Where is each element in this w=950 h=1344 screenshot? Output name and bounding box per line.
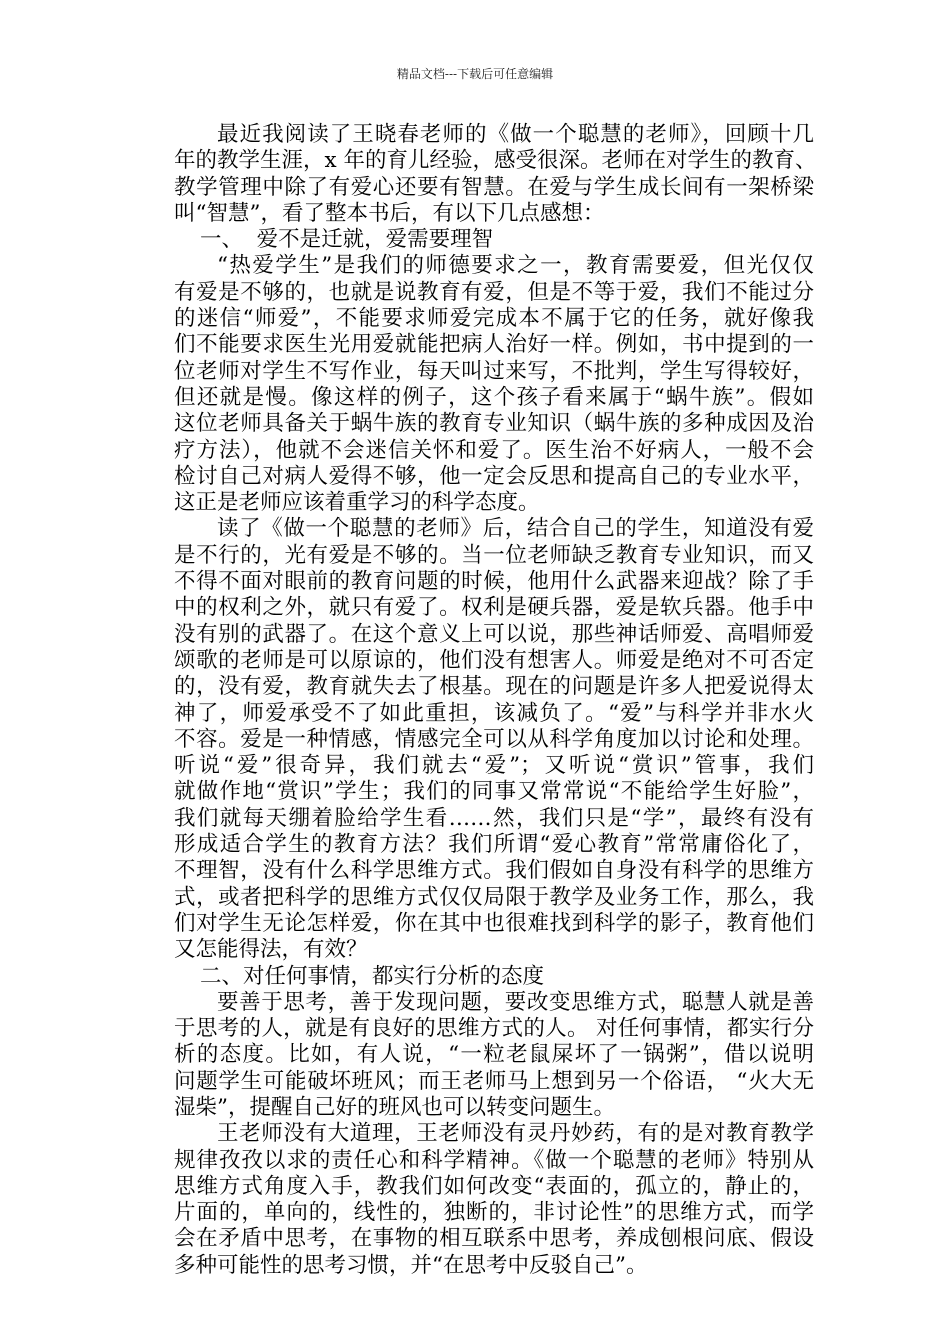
text-line: 的迷信“师爱”，不能要求师爱完成本不属于它的任务，就好像我	[174, 306, 814, 332]
text-line: 有爱是不够的，也就是说教育有爱，但是不等于爱，我们不能过分	[174, 279, 814, 305]
text-line: 我们就每天绷着脸给学生看……然，我们只是“学”，最终有没有	[174, 805, 814, 831]
section-heading	[174, 964, 814, 990]
text-line: 教学管理中除了有爱心还要有智慧。在爱与学生成长间有一架桥梁	[174, 174, 814, 200]
text-line: 不容。爱是一种情感，情感完全可以从科学角度加以讨论和处理。	[174, 726, 814, 752]
paragraph	[174, 1121, 814, 1279]
text-line: 就做作地“赏识”学生；我们的同事又常常说“不能给学生好脸”，	[174, 779, 814, 805]
text-line: 读了《做一个聪慧的老师》后，结合自己的学生，知道没有爱	[217, 516, 814, 542]
heading-text: 一、 爱不是迁就，爱需要理智	[200, 227, 494, 253]
text-line: 王老师没有大道理，王老师没有灵丹妙药，有的是对教育教学	[217, 1121, 814, 1147]
text-line: 没有别的武器了。在这个意义上可以说，那些神话师爱、高唱师爱	[174, 621, 814, 647]
text-line: 多种可能性的思考习惯，并“在思考中反驳自己”。	[174, 1252, 648, 1278]
text-line: 中的权利之外，就只有爱了。权利是硬兵器，爱是软兵器。他手中	[174, 595, 814, 621]
text-line: 位老师对学生不写作业，每天叫过来写，不批判，学生写得较好，	[174, 358, 814, 384]
text-line: 颂歌的老师是可以原谅的，他们没有想害人。师爱是绝对不可否定	[174, 647, 814, 673]
text-line: 片面的，单向的，线性的，独断的，非讨论性”的思维方式，而学	[174, 1200, 814, 1226]
text-line: 们不能要求医生光用爱就能把病人治好一样。例如，书中提到的一	[174, 332, 814, 358]
text-line: 要善于思考，善于发现问题，要改变思维方式，聪慧人就是善	[217, 989, 814, 1015]
text-line: 析的态度。比如，有人说，“一粒老鼠屎坏了一锅粥”，借以说明	[174, 1042, 814, 1068]
text-line: 式，或者把科学的思维方式仅仅局限于教学及业务工作，那么，我	[174, 884, 814, 910]
page-header: 精品文档---下载后可任意编辑	[396, 67, 554, 81]
text-line: 湿柴”，提醒自己好的班风也可以转变问题生。	[174, 1094, 615, 1120]
text-line: 们对学生无论怎样爱，你在其中也很难找到科学的影子，教育他们	[174, 910, 814, 936]
heading-text: 二、对任何事情，都实行分析的态度	[200, 963, 545, 989]
section-heading	[174, 227, 814, 253]
document-body	[174, 122, 817, 1279]
paragraph	[174, 253, 814, 516]
text-line: 会在矛盾中思考，在事物的相互联系中思考，养成刨根问底、假设	[174, 1226, 814, 1252]
text-line: 是不行的，光有爱是不够的。当一位老师缺乏教育专业知识，而又	[174, 542, 814, 568]
text-line: 思维方式角度入手，教我们如何改变“表面的，孤立的，静止的，	[174, 1173, 814, 1199]
text-line: 最近我阅读了王晓春老师的《做一个聪慧的老师》，回顾十几	[217, 122, 814, 147]
text-line: 的，没有爱，教育就失去了根基。现在的问题是许多人把爱说得太	[174, 674, 814, 700]
text-line: 又怎能得法，有效？	[174, 937, 368, 963]
text-line: 这正是老师应该着重学习的科学态度。	[174, 490, 540, 516]
paragraph	[174, 990, 814, 1121]
text-line: 不理智，没有什么科学思维方式。我们假如自身没有科学的思维方	[174, 858, 814, 884]
text-line: 问题学生可能破坏班风；而王老师马上想到另一个俗语， “火大无	[174, 1068, 814, 1094]
text-line: 疗方法），他就不会迷信关怀和爱了。医生治不好病人，一般不会	[174, 437, 814, 463]
text-line: “热爱学生”是我们的师德要求之一，教育需要爱，但光仅仅	[217, 253, 814, 279]
text-line: 规律孜孜以求的责任心和科学精神。《做一个聪慧的老师》特别从	[174, 1147, 814, 1173]
text-line: 不得不面对眼前的教育问题的时候，他用什么武器来迎战？除了手	[174, 569, 814, 595]
text-line: 听说“爱”很奇异，我们就去“爱”；又听说“赏识”管事，我们	[174, 753, 814, 779]
text-line: 检讨自己对病人爱得不够，他一定会反思和提高自己的专业水平，	[174, 463, 814, 489]
text-line: 形成适合学生的教育方法？我们所谓“爱心教育”常常庸俗化了，	[174, 832, 814, 858]
paragraph	[174, 516, 814, 963]
text-line: 叫“智慧”，看了整本书后，有以下几点感想：	[174, 200, 605, 226]
text-line: 这位老师具备关于蜗牛族的教育专业知识（蜗牛族的多种成因及治	[174, 411, 814, 437]
text-line: 但还就是慢。像这样的例子，这个孩子看来属于“蜗牛族”。假如	[174, 384, 814, 410]
text-line: 年的教学生涯，x 年的育儿经验，感受很深。老师在对学生的教育、	[174, 148, 817, 174]
text-line: 于思考的人，就是有良好的思维方式的人。 对任何事情，都实行分	[174, 1016, 814, 1042]
paragraph	[174, 122, 817, 227]
text-line: 神了，师爱承受不了如此重担，该减负了。“爱”与科学并非水火	[174, 700, 814, 726]
